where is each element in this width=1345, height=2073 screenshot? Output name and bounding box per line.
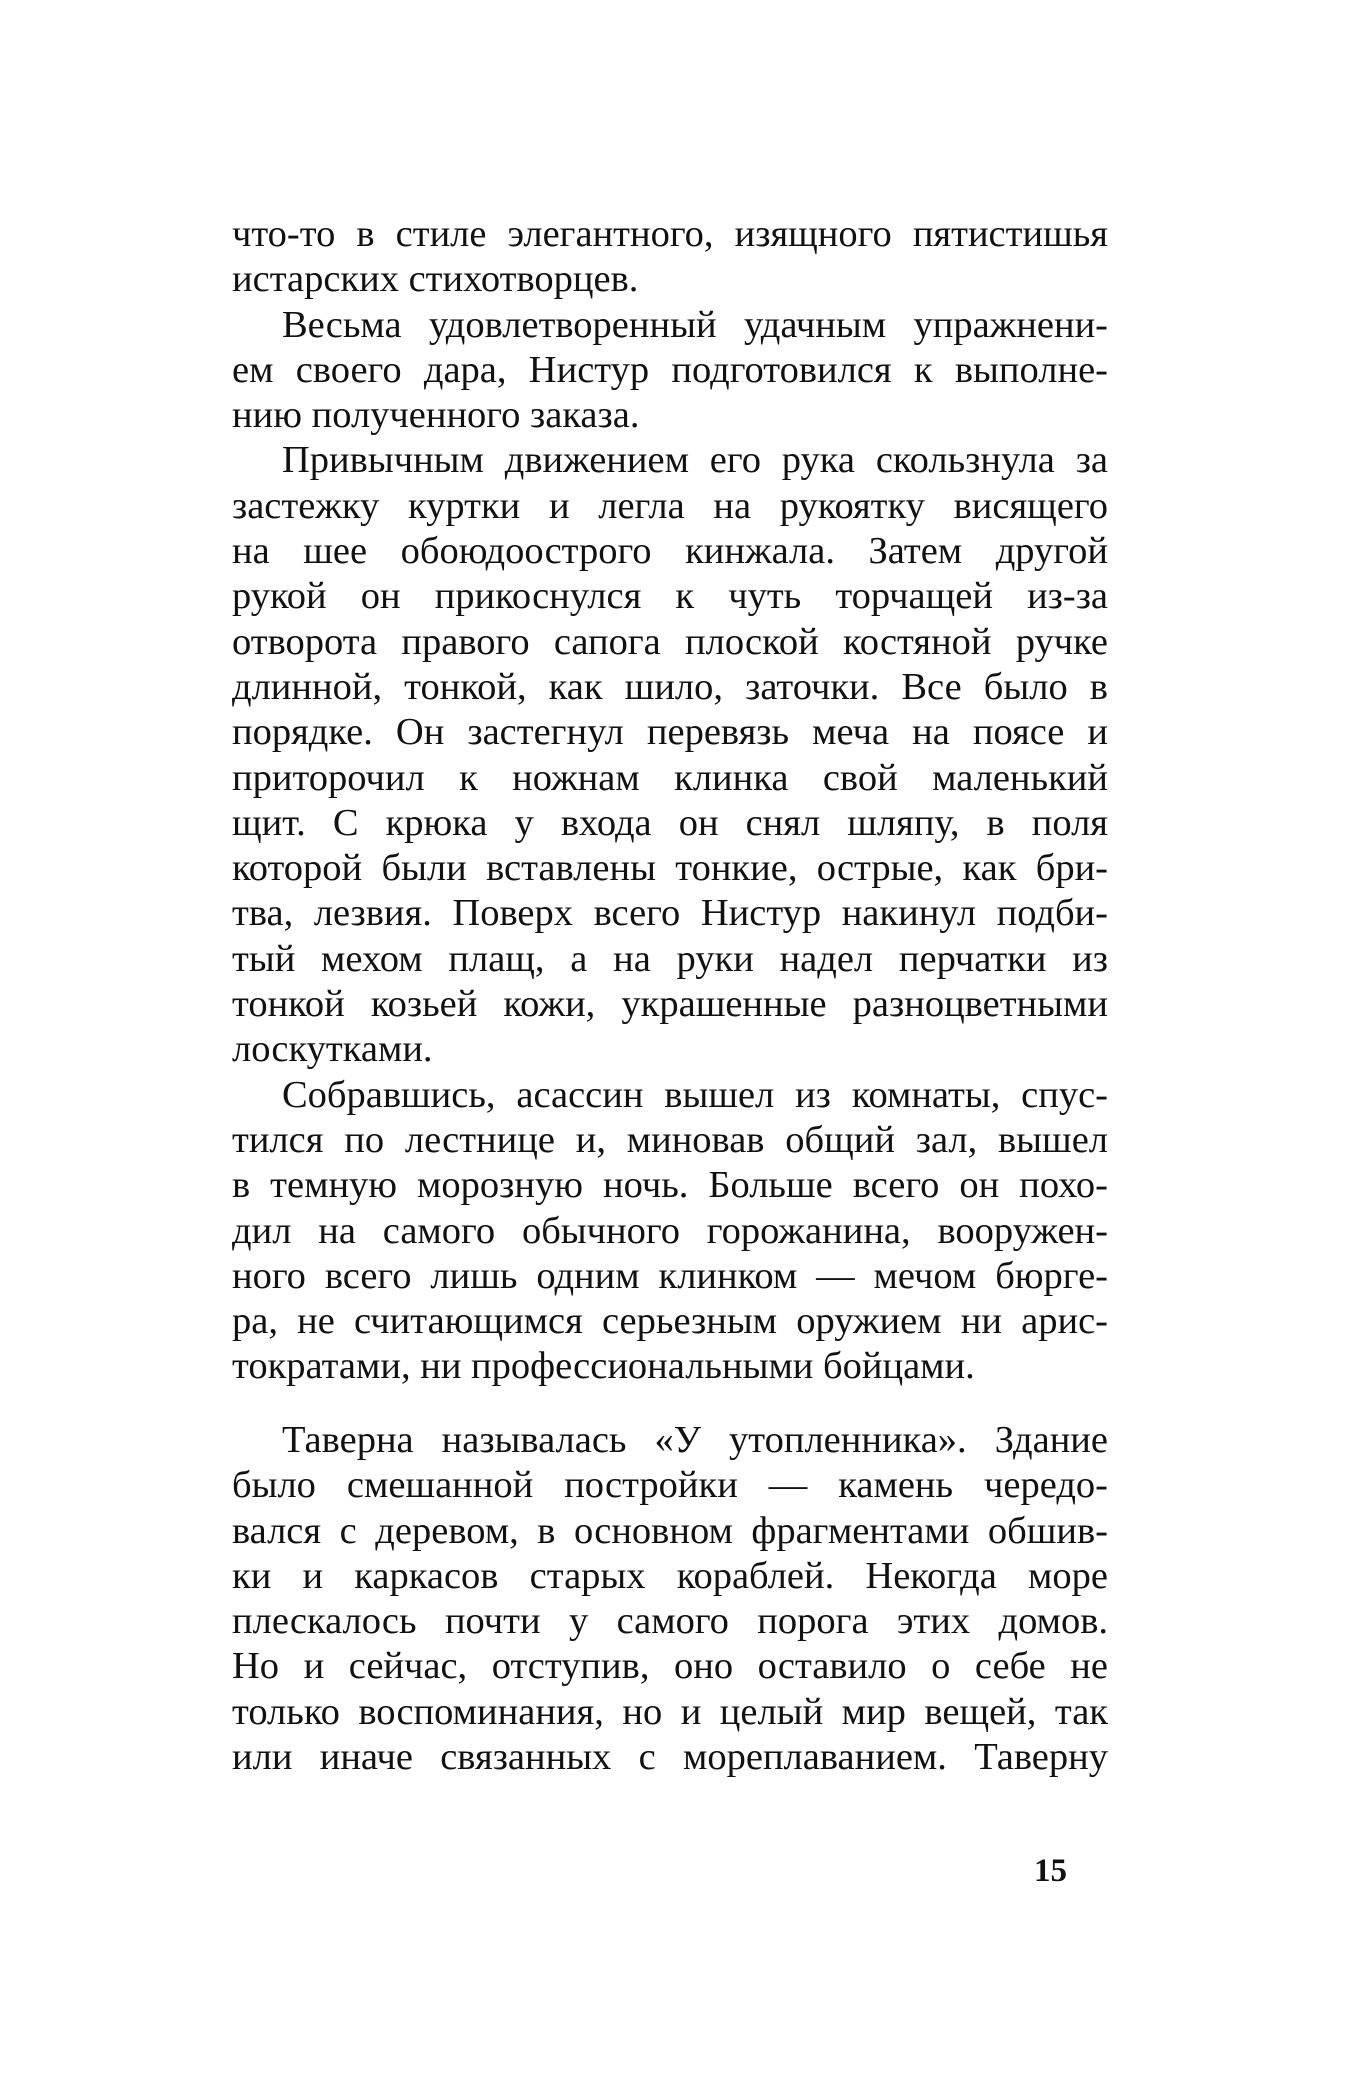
text-line: рукой он прикоснулся к чуть торчащей из-за — [232, 575, 1108, 618]
text-line: нию полученного заказа. — [232, 394, 640, 437]
text-line: застежку куртки и легла на рукоятку висящего — [232, 484, 1108, 527]
text-line: в темную морозную ночь. Больше всего он похо- — [232, 1164, 1108, 1207]
text-line: которой были вставлены тонкие, острые, как бри- — [232, 847, 1108, 890]
text-line: лоскутками. — [232, 1028, 433, 1071]
text-block-bottom — [232, 1418, 1108, 1780]
text-line: ки и каркасов старых кораблей. Некогда море — [232, 1554, 1108, 1597]
text-line: тократами, ни профессиональными бойцами. — [232, 1345, 975, 1388]
text-line: плескалось почти у самого порога этих домов. — [232, 1600, 1108, 1643]
text-line: Но и сейчас, отступив, оно оставило о себе не — [232, 1645, 1108, 1688]
text-line: дил на самого обычного горожанина, вооружен- — [232, 1209, 1108, 1252]
text-line: отворота правого сапога плоской костяной ручке — [232, 620, 1108, 663]
text-line: тился по лестнице и, миновав общий зал, вышел — [232, 1118, 1108, 1161]
text-block-top — [232, 212, 1108, 1390]
text-line: на шее обоюдоострого кинжала. Затем другой — [232, 530, 1108, 573]
text-line: ем своего дара, Нистур подготовился к выполне- — [232, 348, 1108, 391]
text-line: только воспоминания, но и целый мир вещей, так — [232, 1690, 1108, 1733]
text-line: тва, лезвия. Поверх всего Нистур накинул подби- — [232, 892, 1108, 935]
text-line: приторочил к ножнам клинка свой маленький — [232, 756, 1108, 799]
text-line: истарских стихотворцев. — [232, 258, 639, 301]
text-line: тый мехом плащ, а на руки надел перчатки из — [232, 937, 1108, 980]
text-line: ного всего лишь одним клинком — мечом бюрге- — [232, 1254, 1108, 1297]
text-line: или иначе связанных с мореплаванием. Таверну — [232, 1736, 1108, 1779]
text-line: вался с деревом, в основном фрагментами обшив- — [232, 1509, 1108, 1552]
page-number: 15 — [1034, 1853, 1067, 1889]
text-line: тонкой козьей кожи, украшенные разноцветными — [232, 983, 1108, 1026]
text-line: Привычным движением его рука скользнула за — [282, 439, 1108, 482]
text-line: было смешанной постройки — камень чередо- — [232, 1464, 1108, 1507]
text-line: что-то в стиле элегантного, изящного пятистишья — [232, 213, 1108, 255]
text-line: порядке. Он застегнул перевязь меча на поясе и — [232, 711, 1108, 754]
text-line: ра, не считающимся серьезным оружием ни арис- — [232, 1300, 1108, 1343]
text-line: длинной, тонкой, как шило, заточки. Все было в — [232, 665, 1108, 708]
text-line: Собравшись, асассин вышел из комнаты, спус- — [282, 1073, 1108, 1116]
text-line: Весьма удовлетворенный удачным упражнени- — [282, 303, 1108, 346]
text-line: Таверна называлась «У утопленника». Здание — [282, 1419, 1108, 1461]
text-line: щит. С крюка у входа он снял шляпу, в поля — [232, 801, 1108, 844]
